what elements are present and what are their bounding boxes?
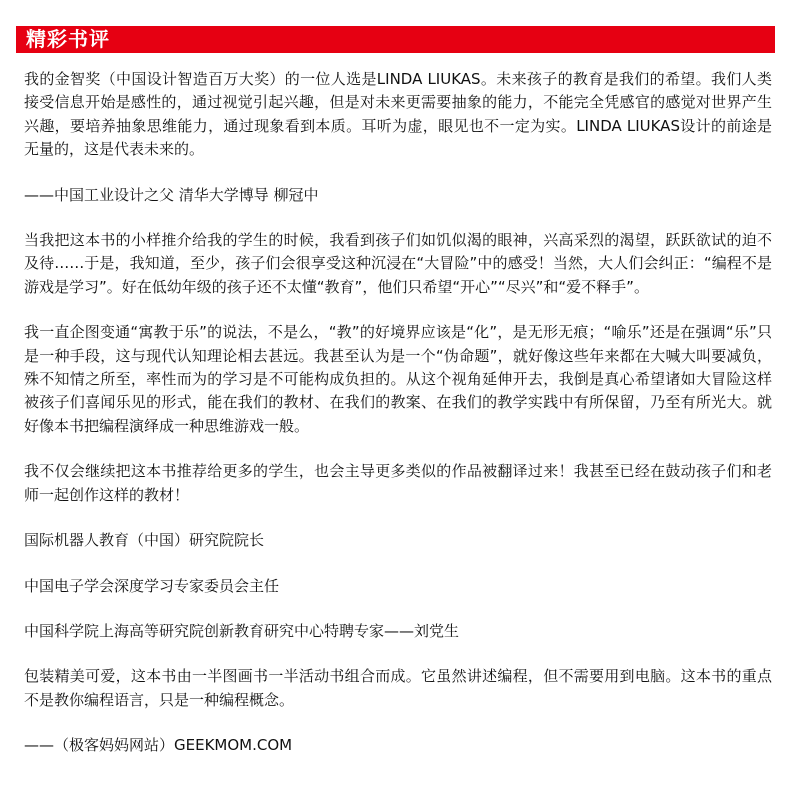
review-paragraph: 我的金智奖（中国设计智造百万大奖）的一位人选是LINDA LIUKAS。未来孩子的教育是我们的希望。我们人类接受信息开始是感性的，通过视觉引起兴趣，但是对未来更需要抽象的能力，不能完全凭感官的感觉对世界产生兴趣，要培养抽象思维能力，通过现象看到本质。耳听为虚，眼见也不一定为实。LINDA LIUKAS设计的前途是无量的，这是代表未来的。 [24, 70, 772, 159]
review-paragraph: 当我把这本书的小样推介给我的学生的时候，我看到孩子们如饥似渴的眼神，兴高采烈的渴望，跃跃欲试的迫不及待……于是，我知道，至少，孩子们会很享受这种沉浸在“大冒险”中的感受！当然，大人们会纠正：“编程不是游戏是学习”。好在低幼年级的孩子还不太懂“教育”，他们只希望“开心”“尽兴”和“爱不释手”。 [24, 231, 772, 296]
section-header-bar [16, 26, 775, 53]
review-attribution-title: 中国电子学会深度学习专家委员会主任 [24, 576, 280, 595]
review-paragraph: 我不仅会继续把这本书推荐给更多的学生，也会主导更多类似的作品被翻译过来！我甚至已经在鼓动孩子们和老师一起创作这样的教材！ [24, 462, 772, 504]
review-attribution: 中国科学院上海高等研究院创新教育研究中心特聘专家——刘党生 [24, 621, 460, 640]
review-content [24, 68, 772, 780]
review-paragraph: 我一直企图变通“寓教于乐”的说法，不是么，“教”的好境界应该是“化”，是无形无痕；“喻乐”还是在强调“乐”只是一种手段，这与现代认知理论相去甚远。我甚至认为是一个“伪命题”，就好像这些年来都在大喊大叫要减负，殊不知情之所至，率性而为的学习是不可能构成负担的。从这个视角延伸开去，我倒是真心希望诸如大冒险这样被孩子们喜闻乐见的形式，能在我们的教材、在我们的教案、在我们的教学实践中有所保留，乃至有所光大。就好像本书把编程演绎成一种思维游戏一般。 [24, 323, 772, 435]
review-attribution: ——中国工业设计之父 清华大学博导 柳冠中 [24, 185, 319, 204]
review-attribution: ——（极客妈妈网站）GEEKMOM.COM [24, 736, 293, 755]
review-attribution-title: 国际机器人教育（中国）研究院院长 [24, 531, 265, 550]
review-paragraph: 包装精美可爱，这本书由一半图画书一半活动书组合而成。它虽然讲述编程，但不需要用到电脑。这本书的重点不是教你编程语言，只是一种编程概念。 [24, 667, 772, 709]
section-title: 精彩书评 [26, 27, 110, 51]
